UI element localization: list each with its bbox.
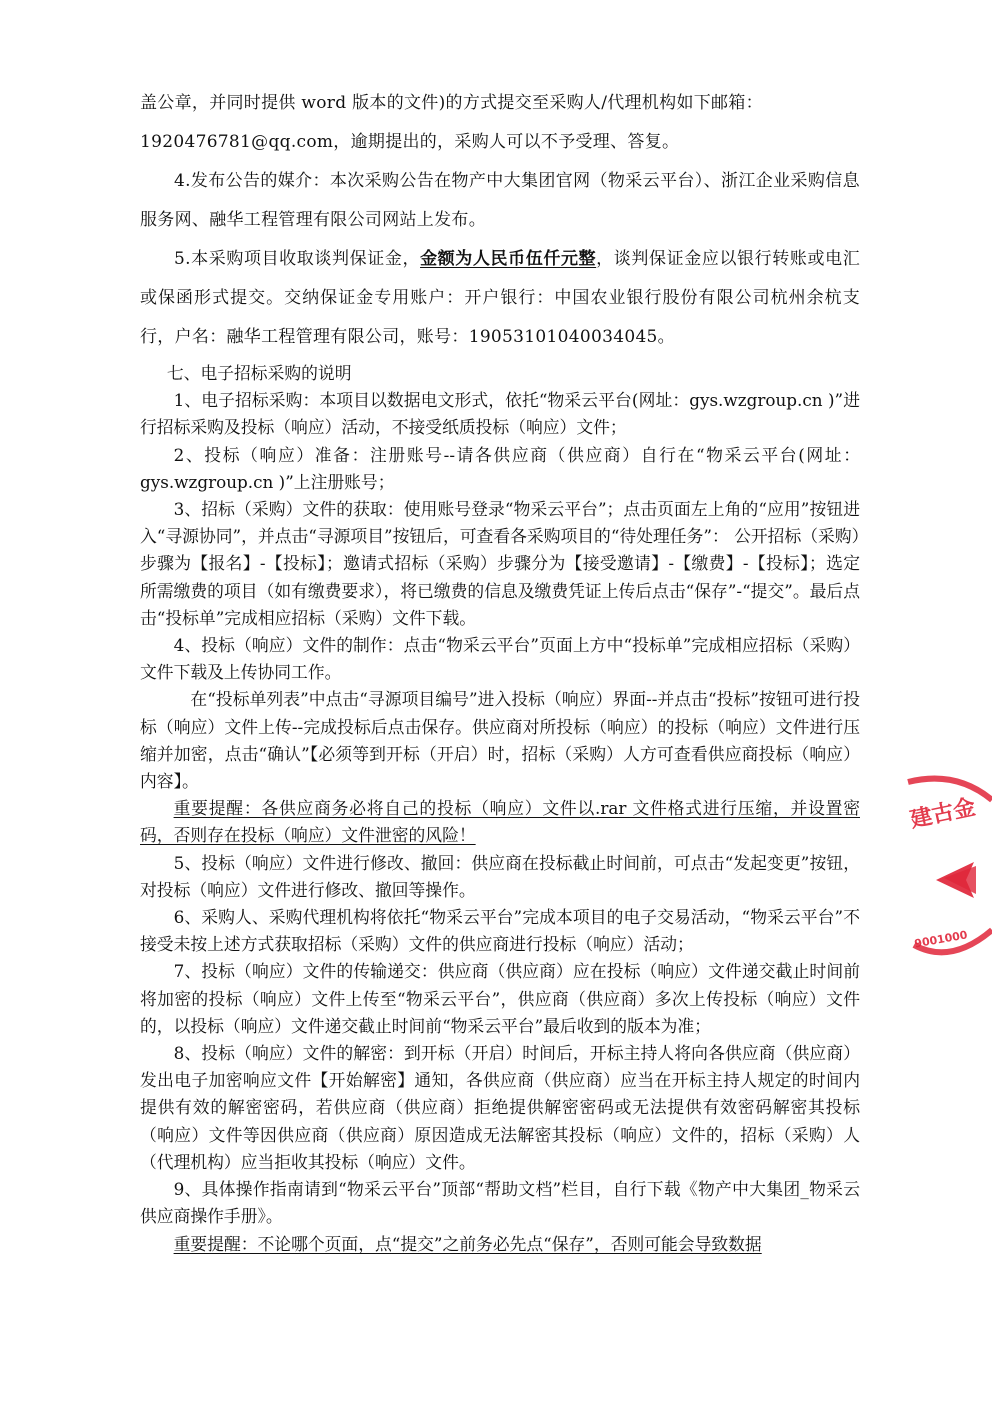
electronic-procurement-section <box>140 360 860 1258</box>
deposit-details: ，谈判保证金应以银行转账或电汇或保函形式提交。交纳保证金专用账户：开户银行：中国农业银行股份有限公司杭州余杭支行，户名：融华工程管理有限公司，账号：19053101040034045。 <box>140 249 861 347</box>
deposit-amount: 金额为人民币伍仟元整 <box>420 249 597 269</box>
important-reminder-2: 重要提醒：不论哪个页面，点“提交”之前务必先点“保存”，否则可能会导致数据 <box>173 1233 762 1254</box>
item-1: 1、电子招标采购：本项目以数据电文形式，依托“物采云平台(网址：gys.wzgroup.cn )”进行招标采购及投标（响应）活动，不接受纸质投标（响应）文件； <box>140 390 860 438</box>
item-2: 2、投标（响应）准备：注册账号--请各供应商（供应商）自行在“物采云平台(网址：gys.wzgroup.cn )”上注册账号； <box>140 444 860 492</box>
paragraph-deposit <box>140 240 860 357</box>
notice-section <box>140 84 860 357</box>
item-6: 6、采购人、采购代理机构将依托“物采云平台”完成本项目的电子交易活动，“物采云平台”不接受未按上述方式获取招标（采购）文件的供应商进行投标（响应）活动； <box>140 907 860 955</box>
deposit-intro: 5.本采购项目收取谈判保证金， <box>174 249 421 269</box>
important-reminder-1: 重要提醒：各供应商务必将自己的投标（响应）文件以.rar 文件格式进行压缩，并设置密码，否则存在投标（响应）文件泄密的风险！ <box>140 798 860 846</box>
item-4-detail: 在“投标单列表”中点击“寻源项目编号”进入投标（响应）界面--并点击“投标”按钮可进行投标（响应）文件上传--完成投标后点击保存。供应商对所投标（响应）的投标（响应）文件进行压缩并加密，点击“确认”【必须等到开标（开启）时，招标（采购）人方可查看供应商投标（响应）内容】。 <box>140 689 860 792</box>
item-8: 8、投标（响应）文件的解密：到开标（开启）时间后，开标主持人将向各供应商（供应商）发出电子加密响应文件【开始解密】通知，各供应商（供应商）应当在开标主持人规定的时间内提供有效的解密密码，若供应商（供应商）拒绝提供解密密码或无法提供有效密码解密其投标（响应）文件等因供应商（供应商）原因造成无法解密其投标（响应）文件的，招标（采购）人（代理机构）应当拒收其投标（响应）文件。 <box>140 1043 860 1172</box>
svg-text:建古金: 建古金 <box>908 794 978 834</box>
paragraph-media: 4.发布公告的媒介：本次采购公告在物产中大集团官网（物采云平台）、浙江企业采购信息服务网、融华工程管理有限公司网站上发布。 <box>140 171 860 230</box>
item-5: 5、投标（响应）文件进行修改、撤回：供应商在投标截止时间前，可点击“发起变更”按钮，对投标（响应）文件进行修改、撤回等操作。 <box>140 852 860 900</box>
paragraph-email-address: 1920476781@qq.com，逾期提出的，采购人可以不予受理、答复。 <box>140 132 680 152</box>
item-7: 7、投标（响应）文件的传输递交：供应商（供应商）应在投标（响应）文件递交截止时间前将加密的投标（响应）文件上传至“物采云平台”，供应商（供应商）多次上传投标（响应）文件的，以投标（响应）文件递交截止时间前“物采云平台”最后收到的版本为准； <box>140 961 860 1036</box>
section-heading: 七、电子招标采购的说明 <box>166 363 352 383</box>
item-3: 3、招标（采购）文件的获取：使用账号登录“物采云平台”；点击页面左上角的“应用”按钮进入“寻源协同”，并点击“寻源项目”按钮后，可查看各采购项目的“待处理任务”： 公开招标（采购）步骤为【报名】-【投标】；邀请式招标（采购）步骤分为【接受邀请】-【缴费】-【投标】；选定所需缴费的项目（如有缴费要求），将已缴费的信息及缴费凭证上传后点击“保存”-“提交”。最后点击“投标单”完成相应招标（采购）文件下载。 <box>140 499 860 628</box>
item-9: 9、具体操作指南请到“物采云平台”顶部“帮助文档”栏目，自行下载《物产中大集团_物采云供应商操作手册》。 <box>140 1179 860 1227</box>
seal-graphic <box>896 770 992 980</box>
paragraph-email-line: 盖公章，并同时提供 word 版本的文件)的方式提交至采购人/代理机构如下邮箱： <box>140 93 763 113</box>
red-seal-stamp <box>896 770 992 980</box>
item-4: 4、投标（响应）文件的制作：点击“物采云平台”页面上方中“投标单”完成相应招标（采购）文件下载及上传协同工作。 <box>140 635 860 683</box>
svg-text:9001000: 9001000 <box>913 928 969 951</box>
